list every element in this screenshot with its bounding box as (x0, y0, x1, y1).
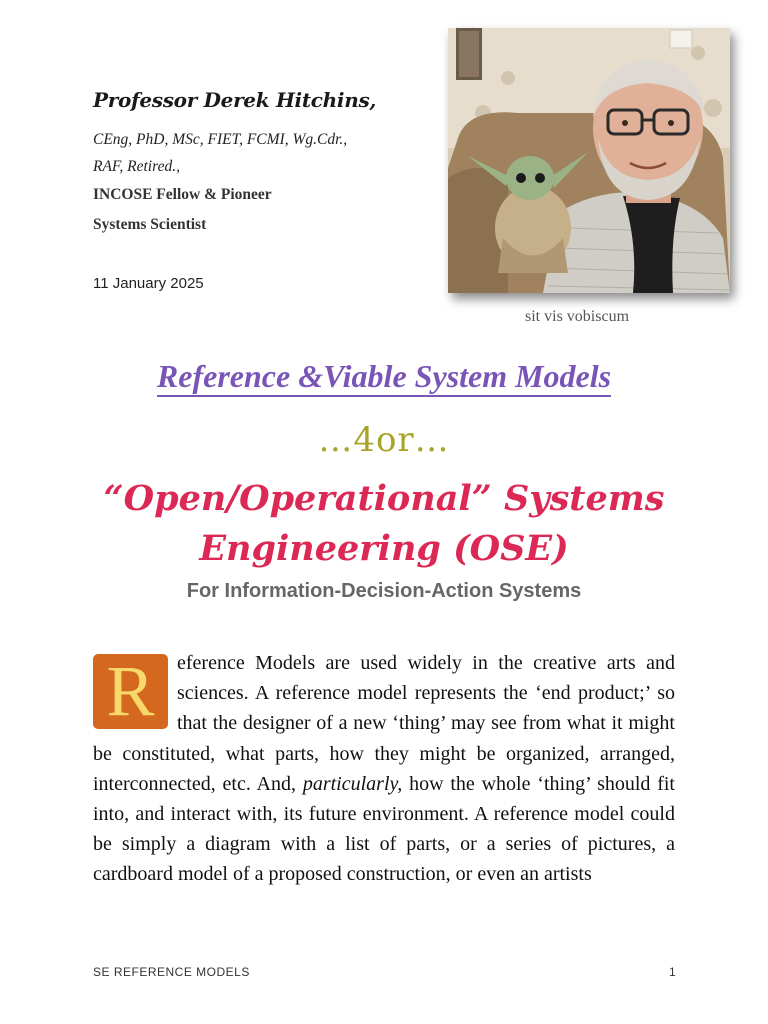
photo-caption: sit vis vobiscum (525, 308, 630, 325)
subtitle-line-2: Engineering (OSE) (199, 528, 569, 569)
subtitle (0, 474, 768, 574)
fellow-line: INCOSE Fellow & Pioneer (93, 186, 272, 203)
document-date: 11 January 2025 (93, 275, 204, 292)
main-title-text: Reference &Viable System Models (157, 358, 611, 397)
footer-running-title: SE REFERENCE MODELS (93, 965, 250, 979)
for-or-heading: …4or… (318, 420, 450, 460)
body-text-part-1: eference Models are used widely in the creative arts and sciences. A reference model represents the ‘end product;’ so that the designer of a new ‘thing’ may see from what it might be constituted, what parts, how they might be organized, arranged, interconnected, etc. And, (93, 652, 675, 795)
author-photo (448, 28, 730, 293)
main-title (0, 358, 768, 395)
credentials-line-1: CEng, PhD, MSc, FIET, FCMI, Wg.Cdr., (93, 131, 348, 148)
tagline: For Information-Decision-Action Systems (186, 580, 582, 602)
subtitle-line-1: “Open/Operational” Systems (103, 478, 665, 519)
portrait-illustration (448, 28, 730, 293)
credentials-line-2: RAF, Retired., (93, 158, 180, 175)
body-text-italic: particularly, (302, 772, 403, 795)
body-text-part-2: how the whole ‘thing’ should fit into, and interact with, its future environment. A reference model could be simply a diagram with a list of parts, or a series of pictures, a cardboard model of a proposed construction, or even an artists (93, 772, 675, 886)
role-line: Systems Scientist (93, 216, 207, 233)
author-name: Professor Derek Hitchins, (93, 88, 377, 112)
drop-cap: R (93, 654, 168, 729)
body-paragraph (93, 648, 675, 890)
author-block (93, 88, 433, 240)
footer-page-number: 1 (669, 965, 676, 979)
